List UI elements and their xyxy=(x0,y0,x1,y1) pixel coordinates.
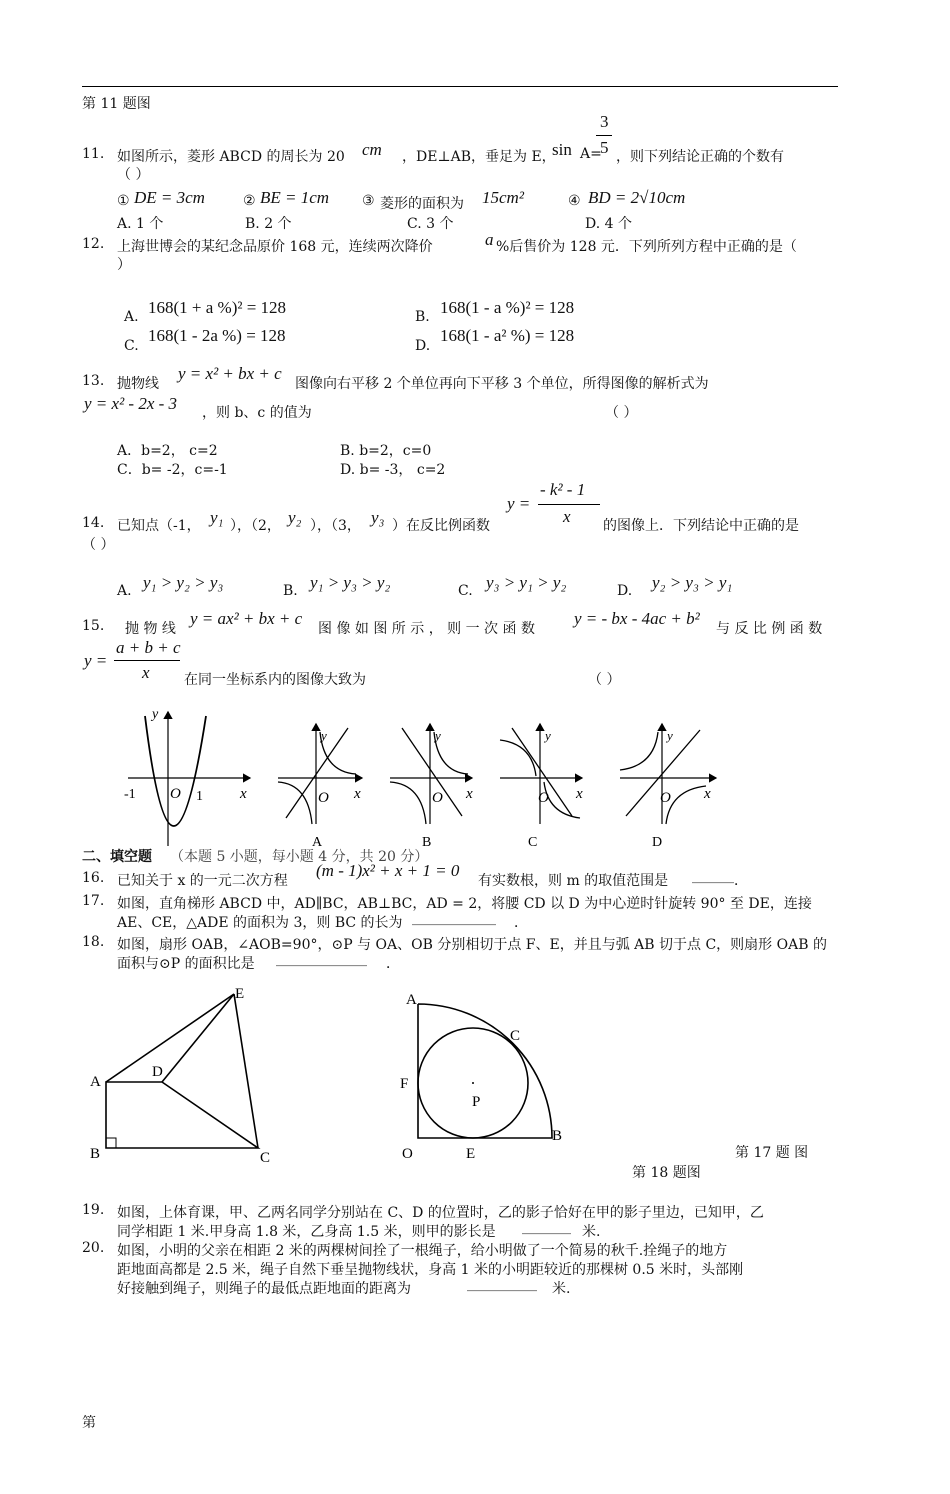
q17-number: 17. xyxy=(82,893,105,909)
graph-d-origin-label: O xyxy=(660,790,671,806)
q14-y2: y₂ xyxy=(288,508,302,527)
section2-note: （本题 5 小题，每小题 4 分，共 20 分） xyxy=(170,849,429,865)
fig18-sector xyxy=(394,986,584,1166)
q13-option-b: B. b=2，c=0 xyxy=(340,443,432,459)
fig17-trapezoid xyxy=(82,978,282,1168)
q20-line3: 好接触到绳子，则绳子的最低点距地面的距离为 xyxy=(117,1281,411,1297)
parabola-origin-label: O xyxy=(170,786,181,802)
section2-title: 二、填空题 xyxy=(82,849,152,865)
q14-option-b-label: B. xyxy=(283,583,298,599)
q15-text-b: 图 像 如 图 所 示 ， 则 一 次 函 数 xyxy=(318,621,535,637)
segment-de xyxy=(162,994,234,1082)
q11-option-c: C. 3 个 xyxy=(407,216,454,232)
q20-line1: 如图，小明的父亲在相距 2 米的两棵树间拴了一根绳子，给小明做了一个简易的秋千.拴绳子的地方 xyxy=(117,1243,728,1259)
graph-d-x-label: x xyxy=(704,786,711,802)
fig17-label-a: A xyxy=(90,1074,101,1090)
graph-a-y-label: y xyxy=(321,728,327,743)
q18-end: ． xyxy=(386,956,400,972)
graph-a-choice-label: A xyxy=(312,835,323,850)
parabola-curve xyxy=(145,716,206,826)
q16-end: ． xyxy=(734,873,748,889)
graph-b-origin-label: O xyxy=(432,790,443,806)
q11-stmt3: 15cm² xyxy=(482,188,524,207)
q14-option-c: y₃ > y₁ > y₂ xyxy=(486,573,567,592)
q19-number: 19. xyxy=(82,1202,105,1218)
q12-option-b: 168(1 - a %)² = 128 xyxy=(440,298,575,317)
q14-func-bar xyxy=(538,504,600,505)
q19-line1: 如图，上体育课，甲、乙两名同学分别站在 C、D 的位置时，乙的影子恰好在甲的影子里边，已知甲，乙 xyxy=(117,1205,764,1221)
segment-ce xyxy=(234,994,258,1148)
graph-b-y-label: y xyxy=(435,728,441,743)
q14-number: 14. xyxy=(82,515,105,531)
q13-option-d: D. b= -3， c=2 xyxy=(340,462,446,478)
fig11-caption: 第 11 题图 xyxy=(82,96,151,112)
fig17-label-d: D xyxy=(152,1064,163,1080)
right-angle-mark-b xyxy=(106,1138,116,1148)
q15-number: 15. xyxy=(82,618,105,634)
q17-end: ． xyxy=(514,915,528,931)
q16-text-b: 有实数根，则 m 的取值范围是 xyxy=(478,873,669,889)
q12-text-a: 上海世博会的某纪念品原价 168 元，连续两次降价 xyxy=(117,239,433,255)
q11-frac-den: 5 xyxy=(600,138,609,157)
q17-blank[interactable]: ____________ xyxy=(412,910,496,926)
q14-func-den: x xyxy=(563,507,571,526)
q12-option-d: 168(1 - a² %) = 128 xyxy=(440,326,575,345)
q12-option-c-label: C. xyxy=(124,338,139,354)
q11-frac-bar xyxy=(596,135,612,136)
fig18-caption: 第 18 题图 xyxy=(632,1165,701,1181)
q15-graphs xyxy=(120,706,735,854)
fig17-label-c: C xyxy=(260,1150,271,1166)
q13-paren: （ ） xyxy=(605,405,638,421)
q15-eq2: y = - bx - 4ac + b² xyxy=(574,609,700,628)
fig18-label-e: E xyxy=(466,1146,476,1162)
q14-func-lhs: y = xyxy=(507,494,531,513)
q14-text-e: 的图像上．下列结论中正确的是 xyxy=(603,518,799,534)
q11-stmt3-mark: ③ xyxy=(362,193,375,209)
q14-text-d: ）在反比例函数 xyxy=(392,518,490,534)
q18-line2: 面积与⊙P 的面积比是 xyxy=(117,956,255,972)
graph-a-origin-label: O xyxy=(318,790,329,806)
q16-blank[interactable]: ______ xyxy=(692,868,734,884)
q11-paren: （ ） xyxy=(117,167,150,183)
q13-text-b: 图像向右平移 2 个单位再向下平移 3 个单位，所得图像的解析式为 xyxy=(295,376,709,392)
fig17-caption: 第 17 题 图 xyxy=(735,1145,809,1161)
q14-text-c: ），（3， xyxy=(310,518,361,534)
q20-blank[interactable]: __________ xyxy=(467,1276,537,1292)
fig18-label-o: O xyxy=(402,1146,413,1162)
graph-option-c xyxy=(500,724,583,850)
graph-option-b xyxy=(390,724,473,850)
graph-c-choice-label: C xyxy=(528,835,538,850)
q14-option-b: y₁ > y₃ > y₂ xyxy=(310,573,391,592)
page-footer: 第 xyxy=(82,1415,96,1431)
center-p-dot xyxy=(472,1082,474,1084)
parabola-x-label: x xyxy=(240,786,247,802)
q11-stmt4-mark: ④ xyxy=(568,193,581,209)
q12-text-c: ） xyxy=(117,257,131,273)
graph-c-hyperbola-1 xyxy=(500,740,536,776)
q20-number: 20. xyxy=(82,1240,105,1256)
graph-d-hyperbola-2 xyxy=(666,786,706,824)
graph-b-x-label: x xyxy=(466,786,473,802)
q11-stmt1-mark: ① xyxy=(117,193,130,209)
q13-number: 13. xyxy=(82,373,105,389)
q14-func-num: - k² - 1 xyxy=(540,480,586,499)
q17-line1: 如图，直角梯形 ABCD 中，AD∥BC，AB⊥BC，AD = 2，将腰 CD 以 D 为中心逆时针旋转 90° 至 DE，连接 xyxy=(117,896,812,912)
q14-option-a-label: A. xyxy=(117,583,132,599)
fig18-label-f: F xyxy=(400,1076,409,1092)
header-rule xyxy=(82,86,838,87)
graph-d-hyperbola-1 xyxy=(620,732,658,770)
q11-unit: cm xyxy=(362,140,382,159)
q11-stmt4: BD = 2√10cm xyxy=(588,188,686,207)
q14-y3: y₃ xyxy=(371,508,385,527)
fig18-label-c: C xyxy=(510,1028,521,1044)
q11-stmt1: DE = 3cm xyxy=(134,188,205,207)
q14-y1: y₁ xyxy=(210,508,224,527)
q12-option-b-label: B. xyxy=(415,309,430,325)
trapezoid-abcd xyxy=(106,1082,258,1148)
graph-b-choice-label: B xyxy=(422,835,432,850)
q13-option-c: C．b= -2，c=-1 xyxy=(117,462,228,478)
graph-c-y-label: y xyxy=(545,728,551,743)
q11-text-c: ，则下列结论正确的个数有 xyxy=(616,149,784,165)
q12-text-b: %后售价为 128 元．下列所列方程中正确的是（ xyxy=(496,239,797,255)
graph-b-hyperbola-2 xyxy=(390,782,426,824)
sector-oab xyxy=(418,1004,552,1138)
q12-number: 12. xyxy=(82,236,105,252)
q15-text-d: 在同一坐标系内的图像大致为 xyxy=(184,672,366,688)
q14-option-d: y₂ > y₃ > y₁ xyxy=(652,573,733,592)
fig17-label-e: E xyxy=(235,986,245,1002)
parabola-graph xyxy=(124,707,250,846)
q14-option-a: y₁ > y₂ > y₃ xyxy=(143,573,224,592)
fig17-label-b: B xyxy=(90,1146,101,1162)
fig18-label-a: A xyxy=(406,992,417,1008)
q15-func-den: x xyxy=(142,663,150,682)
q14-text-a: 已知点（-1， xyxy=(117,518,201,534)
q12-var: a xyxy=(485,230,494,249)
q15-text-c: 与 反 比 例 函 数 xyxy=(716,621,823,637)
q13-eq1: y = x² + bx + c xyxy=(178,364,282,383)
q15-func-bar xyxy=(114,660,180,661)
q11-frac-num: 3 xyxy=(600,112,609,131)
q19-blank[interactable]: _______ xyxy=(522,1219,571,1235)
q16-text-a: 已知关于 x 的一元二次方程 xyxy=(117,873,288,889)
parabola-1-label: 1 xyxy=(196,789,203,804)
q11-sin: sin xyxy=(552,140,572,159)
graph-option-d xyxy=(620,724,716,850)
q11-text-b: ，DE⊥AB，垂足为 E， xyxy=(402,149,556,165)
q11-option-d: D. 4 个 xyxy=(585,216,632,232)
graph-a-x-label: x xyxy=(354,786,361,802)
segment-ae xyxy=(106,994,234,1082)
q12-option-a-label: A. xyxy=(124,309,139,325)
q11-stmt2-mark: ② xyxy=(243,193,256,209)
graph-d-y-label: y xyxy=(667,728,673,743)
graph-c-hyperbola-2 xyxy=(544,782,580,818)
q14-paren: （ ） xyxy=(82,537,115,553)
graph-option-a xyxy=(278,724,362,850)
q15-func-lhs: y = xyxy=(84,651,108,670)
q18-line1: 如图，扇形 OAB，∠AOB=90°，⊙P 与 OA、OB 分别相切于点 F、E，并且与弧 AB 切于点 C，则扇形 OAB 的 xyxy=(117,937,827,953)
q16-eq: (m - 1)x² + x + 1 = 0 xyxy=(316,861,460,880)
q11-option-a: A. 1 个 xyxy=(117,216,164,232)
q13-eq2: y = x² - 2x - 3 xyxy=(84,394,178,413)
q14-option-c-label: C. xyxy=(458,583,473,599)
q11-stmt2: BE = 1cm xyxy=(260,188,330,207)
q20-end: 米. xyxy=(552,1281,571,1297)
q11-number: 11. xyxy=(82,146,105,162)
fig18-label-p: P xyxy=(472,1094,481,1110)
q15-text-a: 抛 物 线 xyxy=(125,621,176,637)
graph-a-line xyxy=(286,728,348,818)
q20-line2: 距地面高都是 2.5 米，绳子自然下垂呈抛物线状，身高 1 米的小明距较近的那棵树 0.5 米时，头部刚 xyxy=(117,1262,744,1278)
q17-line2: AE、CE，△ADE 的面积为 3，则 BC 的长为 xyxy=(117,915,403,931)
q11-option-b: B. 2 个 xyxy=(245,216,292,232)
q14-text-b: ），（2， xyxy=(230,518,281,534)
q11-stmt3-text: 菱形的面积为 xyxy=(380,196,464,212)
q15-eq1: y = ax² + bx + c xyxy=(190,609,303,628)
q19-line2: 同学相距 1 米.甲身高 1.8 米，乙身高 1.5 米，则甲的影长是 xyxy=(117,1224,496,1240)
parabola-neg1-label: -1 xyxy=(124,787,136,802)
q11-angle: A= xyxy=(580,146,602,162)
graph-c-origin-label: O xyxy=(538,790,549,806)
q12-option-d-label: D. xyxy=(415,338,431,354)
graph-c-x-label: x xyxy=(576,786,583,802)
q14-option-d-label: D. xyxy=(617,583,633,599)
parabola-y-label: y xyxy=(152,707,159,722)
q13-text-c: ，则 b、c 的值为 xyxy=(202,405,312,421)
fig18-label-b: B xyxy=(552,1128,563,1144)
q18-number: 18. xyxy=(82,934,105,950)
q13-text-a: 抛物线 xyxy=(117,376,159,392)
q11-text-a: 如图所示，菱形 ABCD 的周长为 20 xyxy=(117,149,345,165)
q15-func-num: a + b + c xyxy=(116,638,181,657)
q12-option-c: 168(1 - 2a %) = 128 xyxy=(148,326,286,345)
graph-d-choice-label: D xyxy=(652,835,663,850)
q15-paren: （ ） xyxy=(588,672,621,688)
q13-option-a: A．b=2， c=2 xyxy=(117,443,218,459)
q16-number: 16. xyxy=(82,870,105,886)
q12-option-a: 168(1 + a %)² = 128 xyxy=(148,298,287,317)
q19-end: 米. xyxy=(582,1224,601,1240)
q18-blank[interactable]: _____________ xyxy=(276,951,367,967)
